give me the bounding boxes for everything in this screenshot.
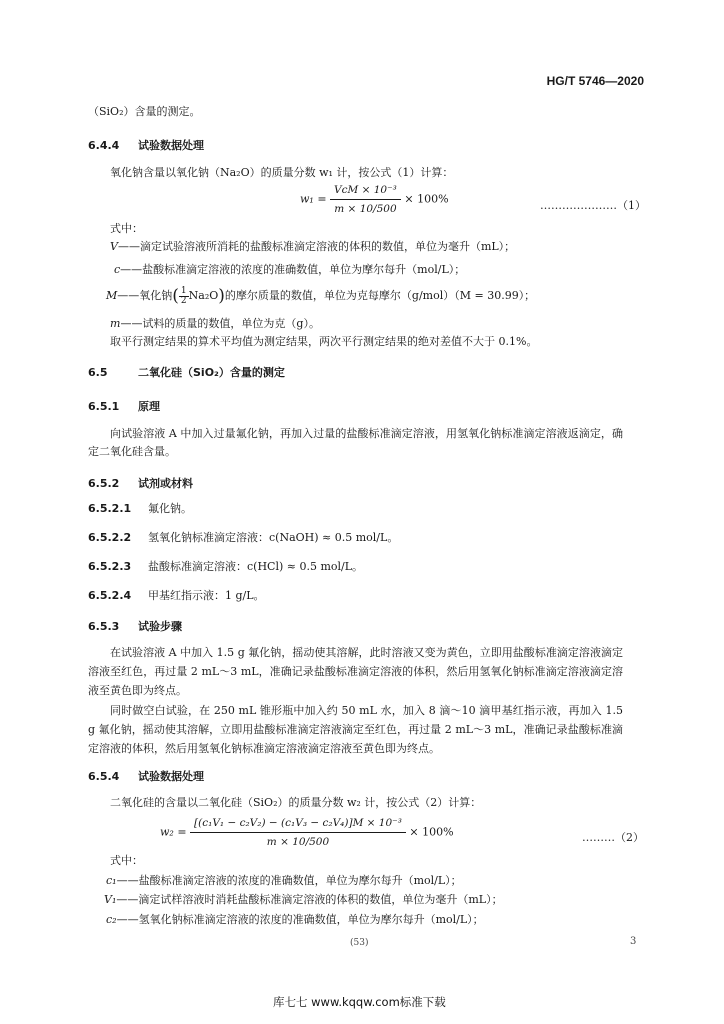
reagent-item	[88, 501, 192, 517]
section-number: 6.5.3	[88, 620, 120, 633]
variable-symbol: m	[110, 317, 121, 330]
variable-symbol: V₁	[104, 893, 117, 906]
variable-m	[110, 316, 320, 332]
formula-fraction	[190, 815, 406, 850]
section-number: 6.5.1	[88, 400, 120, 413]
section-number: 6.5.4	[88, 770, 120, 783]
variable-definition: ——滴定试验溶液所消耗的盐酸标准滴定溶液的体积的数值，单位为毫升（mL）；	[117, 240, 516, 253]
where-label-2: 式中：	[110, 854, 143, 867]
formula-2-intro: 二氧化硅的含量以二氧化硅（SiO₂）的质量分数 w₂ 计，按公式（2）计算：	[110, 796, 482, 809]
variable-definition: ——盐酸标准滴定溶液的浓度的准确数值，单位为摩尔每升（mol/L）；	[120, 263, 466, 276]
reagent-text: 氟化钠。	[148, 502, 192, 515]
standard-number: HG/T 5746—2020	[546, 74, 644, 88]
continued-line: （SiO₂）含量的测定。	[88, 105, 201, 118]
variable-c1	[106, 873, 462, 889]
formula-2-number	[582, 829, 644, 845]
section-title: 试验数据处理	[138, 770, 204, 783]
reagent-number: 6.5.2.2	[88, 531, 132, 544]
section-6-5-3-heading	[88, 618, 182, 634]
reagent-text: 氢氧化钠标准滴定溶液：c(NaOH) ≈ 0.5 mol/L。	[148, 531, 399, 544]
formula-1	[300, 182, 449, 217]
formula-denominator: m × 10/500	[334, 203, 397, 215]
footer-sequence-number: (53)	[350, 938, 369, 948]
formula-lhs: w₂ =	[160, 825, 187, 839]
watermark-site-text: 库七七 www.kqqw.com标准下载	[273, 995, 446, 1009]
parallel-result-note: 取平行测定结果的算术平均值为测定结果，两次平行测定结果的绝对差值不大于 0.1%。	[110, 335, 538, 348]
variable-symbol: c₂	[106, 913, 117, 926]
section-number: 6.5	[88, 366, 108, 379]
reagent-number: 6.5.2.1	[88, 502, 132, 515]
fraction-numerator: 1	[180, 285, 187, 296]
half-fraction	[179, 287, 189, 306]
formula-2	[160, 815, 454, 850]
variable-V	[110, 239, 515, 255]
variable-V1	[104, 892, 503, 908]
equation-number: （1）	[617, 199, 646, 212]
variable-definition-prefix: ——氧化钠	[117, 289, 173, 302]
section-number: 6.5.2	[88, 477, 120, 490]
formula-tail: × 100%	[404, 192, 449, 206]
formula-denominator: m × 10/500	[266, 836, 330, 848]
reagent-text: 甲基红指示液：1 g/L。	[148, 589, 265, 602]
formula-tail: × 100%	[409, 825, 454, 839]
leader-dots: …………………	[540, 199, 617, 212]
section-6-5-heading	[88, 364, 285, 380]
procedure-paragraph-2: 同时做空白试验，在 250 mL 锥形瓶中加入约 50 mL 水，加入 8 滴～10 滴甲基红指示液，再加入 1.5 g 氟化钠，摇动使其溶解，立即用盐酸标准滴定溶液滴定至红色，再过量 2 mL～3 mL，准确记录盐酸标准滴定溶液的体积，然后用氢氧化钠标准滴定溶液滴定溶液至黄色即为终点。	[88, 704, 623, 755]
reagent-number: 6.5.2.3	[88, 560, 132, 573]
variable-c	[114, 262, 465, 278]
formula-fraction	[330, 182, 401, 217]
principle-paragraph: 向试验溶液 A 中加入过量氟化钠，再加入过量的盐酸标准滴定溶液，用氢氧化钠标准滴定溶液返滴定，确定二氧化硅含量。	[88, 427, 623, 458]
formula-numerator: VcM × 10⁻³	[330, 182, 401, 200]
variable-symbol: M	[106, 289, 118, 302]
leader-dots: ………	[582, 831, 615, 844]
variable-symbol: c₁	[106, 874, 117, 887]
section-title: 试验数据处理	[138, 139, 204, 152]
section-title: 原理	[138, 400, 160, 413]
variable-definition: ——盐酸标准滴定溶液的浓度的准确数值，单位为摩尔每升（mol/L）；	[116, 874, 462, 887]
section-title: 二氧化硅（SiO₂）含量的测定	[138, 366, 285, 379]
section-title: 试验步骤	[138, 620, 182, 633]
variable-definition: ——试料的质量的数值，单位为克（g）。	[120, 317, 320, 330]
reagent-item	[88, 588, 265, 604]
reagent-text: 盐酸标准滴定溶液：c(HCl) ≈ 0.5 mol/L。	[148, 560, 364, 573]
reagent-item	[88, 559, 363, 575]
section-6-5-4-heading	[88, 768, 204, 784]
variable-c2	[106, 912, 484, 928]
variable-M	[106, 286, 535, 306]
procedure-paragraph-1: 在试验溶液 A 中加入 1.5 g 氟化钠，摇动使其溶解，此时溶液又变为黄色，立即用盐酸标准滴定溶液滴定溶液至红色，再过量 2 mL～3 mL，准确记录盐酸标准滴定溶液的体积，然后用氢氧化钠标准滴定溶液滴定溶液至黄色即为终点。	[88, 646, 623, 697]
formula-na2o: Na₂O	[188, 289, 219, 302]
equation-number: （2）	[615, 831, 644, 844]
paren-close: )	[218, 286, 225, 306]
page-number: 3	[630, 936, 637, 947]
variable-symbol: c	[114, 263, 121, 276]
formula-lhs: w₁ =	[300, 192, 327, 206]
section-number: 6.4.4	[88, 139, 120, 152]
variable-definition: 的摩尔质量的数值，单位为克每摩尔（g/mol）（M = 30.99）；	[224, 289, 536, 302]
reagent-item	[88, 530, 398, 546]
variable-symbol: V	[110, 240, 118, 253]
formula-numerator: [(c₁V₁ − c₂V₂) − (c₁V₃ − c₂V₄)]M × 10⁻³	[190, 815, 406, 833]
section-title: 试剂或材料	[138, 477, 193, 490]
section-6-5-1-heading	[88, 398, 160, 414]
section-6-5-2-heading	[88, 475, 193, 491]
where-label: 式中：	[110, 222, 143, 235]
formula-1-number	[540, 197, 646, 213]
reagent-number: 6.5.2.4	[88, 589, 132, 602]
variable-definition: ——滴定试样溶液时消耗盐酸标准滴定溶液的体积的数值，单位为毫升（mL）；	[116, 893, 503, 906]
section-6-4-4-heading	[88, 137, 204, 153]
paren-open: (	[172, 286, 179, 306]
formula-1-intro: 氧化钠含量以氧化钠（Na₂O）的质量分数 w₁ 计，按公式（1）计算：	[110, 166, 454, 179]
fraction-denominator: 2	[180, 295, 187, 306]
variable-definition: ——氢氧化钠标准滴定溶液的浓度的准确数值，单位为摩尔每升（mol/L）；	[116, 913, 484, 926]
